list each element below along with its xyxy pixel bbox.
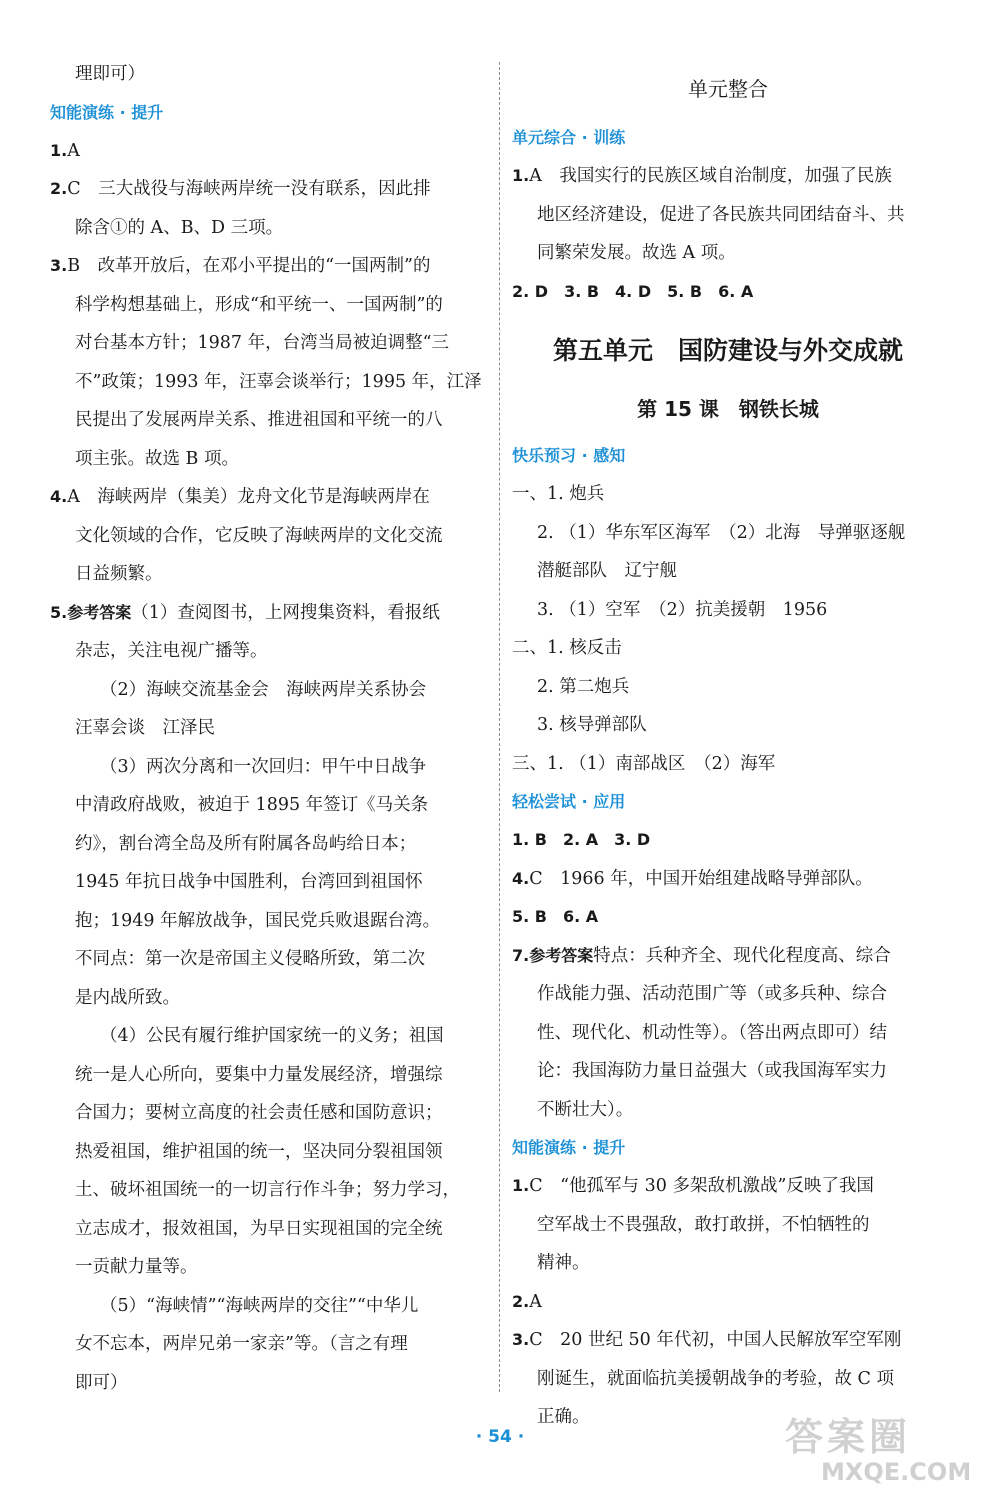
section-heading: 轻松尝试 · 应用 xyxy=(512,792,626,811)
text-line: 作战能力强、活动范围广等（或多兵种、综合 xyxy=(537,984,887,1004)
text-line: 同繁荣发展。故选 A 项。 xyxy=(537,243,736,263)
text-line: 一、1. 炮兵 xyxy=(512,484,605,504)
text-line: 一贡献力量等。 xyxy=(75,1257,198,1277)
answer-item: 1. B 2. A 3. D xyxy=(512,830,651,849)
text-line: 日益频繁。 xyxy=(75,564,163,584)
text-line: 空军战士不畏强敌，敢打敢拼，不怕牺牲的 xyxy=(537,1214,870,1235)
unit-heading: 第五单元 国防建设与外交成就 xyxy=(552,336,903,365)
text-line: 2. （1）华东军区海军 （2）北海 导弹驱逐舰 xyxy=(537,522,906,543)
text-line: （4）公民有履行维护国家统一的义务；祖国 xyxy=(100,1026,444,1046)
lesson-heading: 第 15 课 钢铁长城 xyxy=(637,397,819,421)
answer-item: 5.参考答案（1）查阅图书，上网搜集资料，看报纸 xyxy=(50,602,440,623)
text-line: 民提出了发展两岸关系、推进祖国和平统一的八 xyxy=(75,410,443,430)
text-line: 约》，割台湾全岛及所有附属各岛屿给日本； xyxy=(75,833,417,854)
answer-item: 2. D 3. B 4. D 5. B 6. A xyxy=(512,281,754,301)
text-line: 不同点：第一次是帝国主义侵略所致，第二次 xyxy=(75,949,425,969)
text-line: 是内战所致。 xyxy=(75,987,180,1008)
page-number: · 54 · xyxy=(475,1427,525,1447)
text-line: 二、1. 核反击 xyxy=(512,638,622,658)
section-heading: 快乐预习 · 感知 xyxy=(512,446,626,465)
column-divider xyxy=(499,62,500,1392)
answer-item: 1.C “他孤军与 30 多架敌机激战”反映了我国 xyxy=(512,1176,874,1196)
text-line: 2. 第二炮兵 xyxy=(537,676,630,697)
text-line: （3）两次分离和一次回归：甲午中日战争 xyxy=(100,756,427,777)
text-line: 女不忘本，两岸兄弟一家亲”等。（言之有理 xyxy=(75,1334,408,1354)
text-line: 3. （1）空军 （2）抗美援朝 1956 xyxy=(537,599,828,620)
text-line: 潜艇部队 辽宁舰 xyxy=(537,561,677,581)
answer-item: 2.A xyxy=(512,1291,542,1312)
text-line: 即可） xyxy=(75,1372,128,1393)
text-line: 论：我国海防力量日益强大（或我国海军实力 xyxy=(537,1061,887,1081)
answer-item: 1.A 我国实行的民族区域自治制度，加强了民族 xyxy=(512,166,892,186)
text-line: 项主张。故选 B 项。 xyxy=(75,448,239,469)
text-line: 刚诞生，就面临抗美援朝战争的考验，故 C 项 xyxy=(537,1368,895,1389)
text-line: 科学构想基础上，形成“和平统一、一国两制”的 xyxy=(75,294,443,315)
answer-item: 1.A xyxy=(50,140,80,161)
text-line: 统一是人心所向，要集中力量发展经济，增强综 xyxy=(75,1064,443,1085)
watermark-text: 答案圈 xyxy=(785,1415,912,1459)
text-line: 文化领域的合作，它反映了海峡两岸的文化交流 xyxy=(75,525,443,546)
text-line: （5）“海峡情”“海峡两岸的交往”“中华儿 xyxy=(100,1295,419,1316)
text-line: 性、现代化、机动性等）。（答出两点即可）结 xyxy=(537,1022,887,1043)
text-line: 对台基本方针；1987 年，台湾当局被迫调整“三 xyxy=(75,333,450,353)
text-line: 立志成才，报效祖国，为早日实现祖国的完全统 xyxy=(75,1218,443,1239)
text-line: 不”政策；1993 年，汪辜会谈举行；1995 年，江泽 xyxy=(75,371,482,392)
text-line: 中清政府战败，被迫于 1895 年签订《马关条 xyxy=(75,795,429,815)
text-line: 三、1. （1）南部战区 （2）海军 xyxy=(512,753,776,774)
text-line: 理即可） xyxy=(75,64,145,84)
section-heading: 知能演练 · 提升 xyxy=(50,102,164,122)
answer-item: 2.C 三大战役与海峡两岸统一没有联系，因此排 xyxy=(50,179,431,199)
right-column xyxy=(512,55,944,1437)
text-line: 精神。 xyxy=(537,1253,590,1273)
watermark-logo xyxy=(785,1415,985,1495)
text-line: 抱；1949 年解放战争，国民党兵败退踞台湾。 xyxy=(75,910,441,931)
text-line: 热爱祖国，维护祖国的统一，坚决同分裂祖国领 xyxy=(75,1141,443,1162)
text-line: 除含①的 A、B、D 三项。 xyxy=(75,217,284,238)
unit-title: 单元整合 xyxy=(688,77,768,101)
text-line: 3. 核导弹部队 xyxy=(537,715,647,735)
section-heading: 单元综合 · 训练 xyxy=(512,128,626,147)
text-line: 正确。 xyxy=(537,1407,590,1427)
text-line: 土、破坏祖国统一的一切言行作斗争；努力学习， xyxy=(75,1180,460,1200)
text-line: 杂志，关注电视广播等。 xyxy=(75,641,268,661)
text-line: 1945 年抗日战争中国胜利，台湾回到祖国怀 xyxy=(75,872,423,892)
answer-item: 4.C 1966 年，中国开始组建战略导弹部队。 xyxy=(512,868,873,889)
left-column xyxy=(50,55,490,1402)
watermark-url: MXQE.COM xyxy=(821,1458,972,1486)
text-line: （2）海峡交流基金会 海峡两岸关系协会 xyxy=(100,679,427,700)
text-line: 地区经济建设，促进了各民族共同团结奋斗、共 xyxy=(537,204,905,225)
answer-item: 3.C 20 世纪 50 年代初，中国人民解放军空军刚 xyxy=(512,1330,902,1350)
answer-item: 7.参考答案特点：兵种齐全、现代化程度高、综合 xyxy=(512,945,891,966)
answer-item: 5. B 6. A xyxy=(512,907,599,926)
text-line: 合国力；要树立高度的社会责任感和国防意识； xyxy=(75,1103,443,1123)
text-line: 不断壮大）。 xyxy=(537,1099,634,1120)
answer-item: 4.A 海峡两岸（集美）龙舟文化节是海峡两岸在 xyxy=(50,487,430,507)
text-line: 汪辜会谈 江泽民 xyxy=(75,718,215,738)
section-heading: 知能演练 · 提升 xyxy=(512,1138,626,1157)
answer-item: 3.B 改革开放后，在邓小平提出的“一国两制”的 xyxy=(50,256,431,276)
